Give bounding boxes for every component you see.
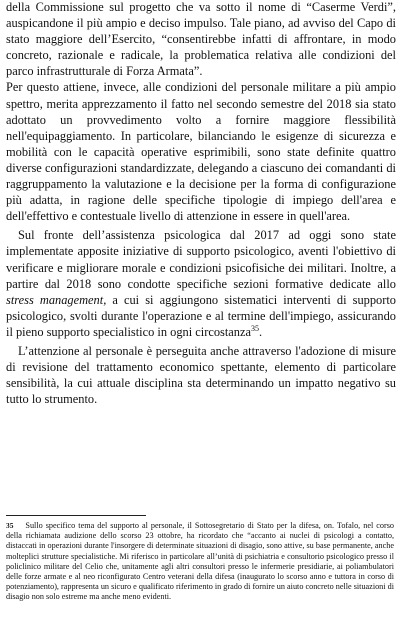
footnote-text: Sullo specifico tema del supporto al personale, il Sottosegretario di Stato per la difesa, on. Tofalo, nel corso della richiamata audizione dello scorso 23 ottobre, ha ricordato che “accanto ai nuclei di psicologi a contatto, distaccati in operazioni durante l'insorgere di determinate situazioni di disagio, sono attive, su base permanente, anche molteplici strutture specialistiche. Mi riferisco in particolare all’unità di psichiatria e consultorio psicologico presso il policlinico militare del Celio che, unitamente agli altri consultori presso le infermerie presidiarie, ai poliambulatori delle forze armate e al neo riconfigurato Centro veterani della difesa (inaugurato lo scorso anno e tuttora in corso di potenziamento), rappresenta un sicuro e qualificato riferimento in grado di fornire un aiuto concreto nelle situazioni di disagio non solo estreme ma anche meno evidenti. [6,521,394,602]
paragraph-3-text-a: Sul fronte dell’assistenza psicologica dal 2017 ad oggi sono state implementate apposite iniziative di supporto psicologico, aventi l'obiettivo di verificare e migliorare morale e condizioni psicofisiche dei militari. Inoltre, a partire dal 2018 sono condotte specifiche sezioni formative dedicate allo [6,228,396,291]
footnote [6,521,394,603]
footnote-reference[interactable]: 35 [251,323,259,333]
paragraph-2: Per questo attiene, invece, alle condizioni del personale militare a più ampio spettro, merita apprezzamento il fatto nel secondo semestre del 2018 sia stato adottato un provvedimento volto a fornire maggiore flessibilità nell'equipaggiamento. In particolare, bilanciando le esigenze di sicurezza e mobilità con le capacità operative esprimibili, sono state definite quattro diverse configurazioni standardizzate, delegando a ciascuno dei comandanti di raggruppamento la valutazione e la decisione per la forma di configurazione più adatta, in ragione delle specifiche tipologie di impiego dell'area e dell'effettivo e contestuale livello di attenzione in essere in quell'area. [6,80,396,224]
main-text [6,0,396,407]
paragraph-4: L’attenzione al personale è perseguita anche attraverso l'adozione di misure di revisione del trattamento economico spettante, elemento di particolare sensibilità, la cui attuale disciplina sta determinando un impatto negativo su tutto lo strumento. [6,343,396,407]
footnote-separator [6,515,146,516]
paragraph-3-text-b: , a cui si aggiungono sistematici interventi di supporto psicologico, svolti durante l'operazione e al termine dell'impiego, assicurando il pieno supporto specialistico in ogni circostanza [6,292,396,339]
paragraph-1: della Commissione sul progetto che va sotto il nome di “Caserme Verdi”, auspicandone il più ampio e deciso impulso. Tale piano, ad avviso del Capo di stato maggiore dell’Esercito, “consentirebbe infatti di affrontare, in modo concreto, razionale e radicale, la problematica relativa alle condizioni del parco infrastrutturale di Forza Armata”. [6,0,396,79]
paragraph-3-end: . [259,324,263,339]
paragraph-3 [6,227,396,340]
stress-management-term: stress management [6,292,104,307]
footnote-number: 35 [6,521,14,530]
